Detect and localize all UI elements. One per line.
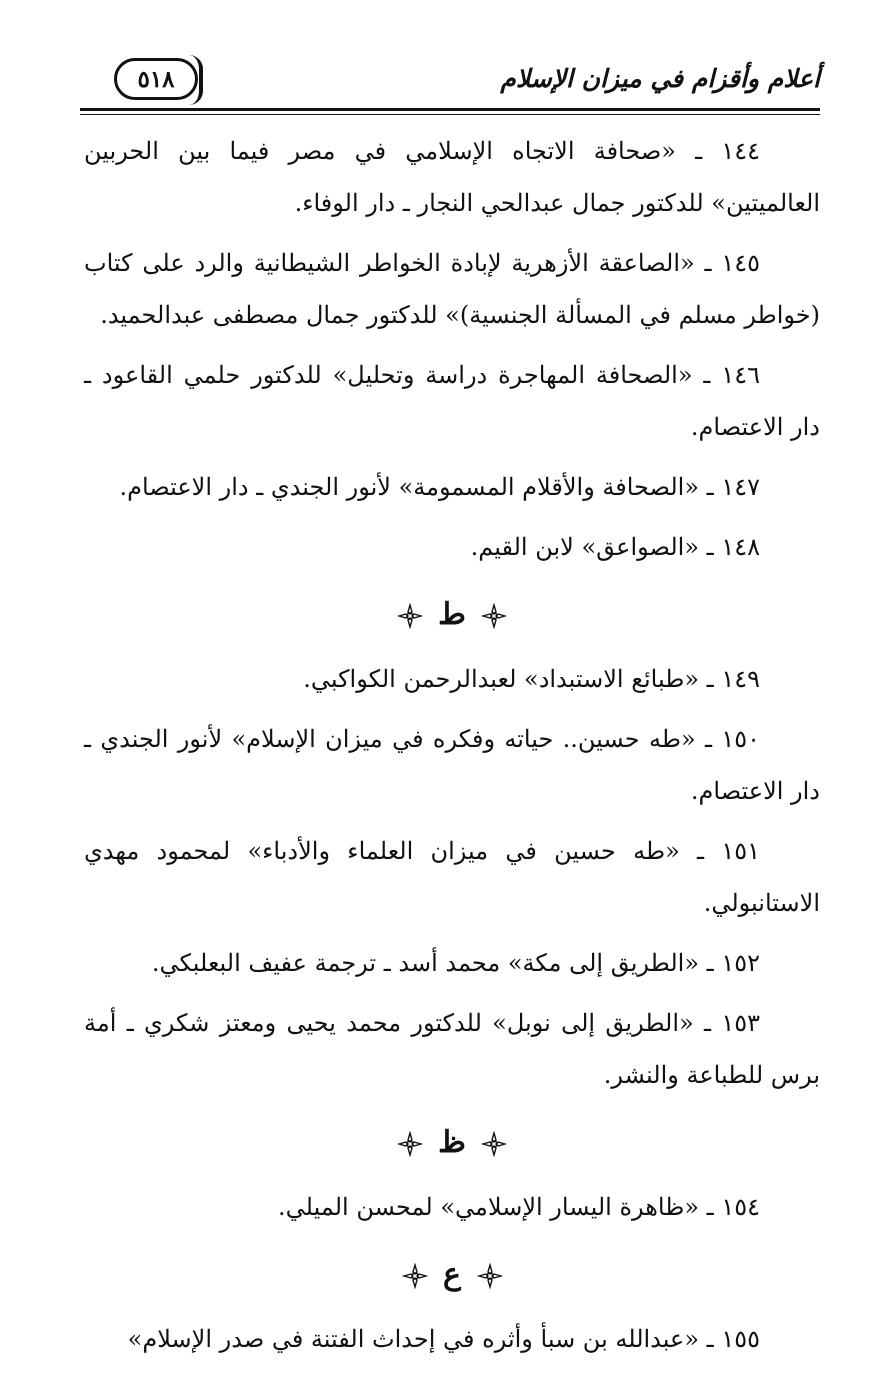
list-item: ١٤٦ ـ «الصحافة المهاجرة دراسة وتحليل» للدكتور حلمي القاعود ـ دار الاعتصام. bbox=[84, 361, 820, 441]
entry-number: ١٥٠ bbox=[721, 725, 760, 753]
ornament-icon bbox=[481, 603, 507, 629]
ornament-icon bbox=[397, 603, 423, 629]
entry-number: ١٤٤ bbox=[721, 137, 760, 165]
entry-text: «صحافة الاتجاه الإسلامي في مصر فيما بين الحربين العالميتين» للدكتور جمال عبدالحي النجار ـ دار الوفاء. bbox=[84, 137, 820, 217]
section-letter: ظ bbox=[438, 1125, 466, 1160]
list-item: ١٥٣ ـ «الطريق إلى نوبل» للدكتور محمد يحيى ومعتز شكري ـ أمة برس للطباعة والنشر. bbox=[84, 1009, 820, 1089]
page-number-badge bbox=[114, 58, 198, 100]
list-item: ١٥١ ـ «طه حسين في ميزان العلماء والأدباء» لمحمود مهدي الاستانبولي. bbox=[84, 837, 820, 917]
list-item: ١٤٨ ـ «الصواعق» لابن القيم. bbox=[470, 533, 760, 561]
entry-text: «طه حسين في ميزان العلماء والأدباء» لمحمود مهدي الاستانبولي. bbox=[84, 837, 820, 917]
entry-number: ١٤٥ bbox=[721, 249, 761, 277]
section-letter: ط bbox=[438, 597, 466, 632]
list-item: ١٥٠ ـ «طه حسين.. حياته وفكره في ميزان الإسلام» لأنور الجندي ـ دار الاعتصام. bbox=[84, 725, 820, 805]
entry-text: «عبدالله بن سبأ وأثره في إحداث الفتنة في صدر الإسلام» bbox=[127, 1325, 700, 1353]
entry-number: ١٤٧ bbox=[721, 473, 760, 501]
entry-number: ١٤٨ bbox=[721, 533, 760, 561]
entry-text: «ظاهرة اليسار الإسلامي» لمحسن الميلي. bbox=[278, 1193, 700, 1221]
page-number: ٥١٨ bbox=[137, 65, 175, 93]
list-item: ١٤٧ ـ «الصحافة والأقلام المسمومة» لأنور الجندي ـ دار الاعتصام. bbox=[119, 473, 760, 501]
entry-text: «الصحافة والأقلام المسمومة» لأنور الجندي ـ دار الاعتصام. bbox=[119, 473, 700, 501]
list-item: ١٤٤ ـ «صحافة الاتجاه الإسلامي في مصر فيما بين الحربين العالميتين» للدكتور جمال عبدالحي النجار ـ دار الوفاء. bbox=[84, 137, 820, 217]
entry-number: ١٤٦ bbox=[721, 361, 760, 389]
list-item: ١٤٥ ـ «الصاعقة الأزهرية لإبادة الخواطر الشيطانية والرد على كتاب (خواطر مسلم في المسألة الجنسية)» للدكتور جمال مصطفى عبدالحميد. bbox=[84, 249, 820, 329]
entry-number: ١٥١ bbox=[721, 837, 761, 865]
ornament-icon bbox=[481, 1131, 507, 1157]
ornament-icon bbox=[397, 1131, 423, 1157]
entry-text: «الصحافة المهاجرة دراسة وتحليل» للدكتور حلمي القاعود ـ دار الاعتصام. bbox=[84, 361, 820, 441]
section-letter: ع bbox=[443, 1257, 461, 1292]
entry-number: ١٥٣ bbox=[721, 1009, 760, 1037]
entry-text: «طه حسين.. حياته وفكره في ميزان الإسلام» لأنور الجندي ـ دار الاعتصام. bbox=[84, 725, 820, 805]
ornament-icon bbox=[402, 1263, 428, 1289]
ornament-icon bbox=[477, 1263, 503, 1289]
section-heading bbox=[84, 1247, 820, 1303]
header-rule-thin bbox=[80, 114, 820, 115]
page-body bbox=[84, 125, 820, 1373]
entry-number: ١٥٤ bbox=[721, 1193, 760, 1221]
list-item: ١٥٥ ـ «عبدالله بن سبأ وأثره في إحداث الفتنة في صدر الإسلام» bbox=[127, 1325, 760, 1353]
entry-number: ١٥٢ bbox=[721, 949, 760, 977]
section-heading bbox=[84, 587, 820, 643]
page-header bbox=[80, 52, 820, 112]
entry-number: ١٤٩ bbox=[721, 665, 760, 693]
entry-text: «الطريق إلى مكة» محمد أسد ـ ترجمة عفيف البعلبكي. bbox=[151, 949, 700, 977]
list-item: ١٥٢ ـ «الطريق إلى مكة» محمد أسد ـ ترجمة عفيف البعلبكي. bbox=[151, 949, 760, 977]
list-item: ١٥٤ ـ «ظاهرة اليسار الإسلامي» لمحسن الميلي. bbox=[278, 1193, 760, 1221]
entry-text: «طبائع الاستبداد» لعبدالرحمن الكواكبي. bbox=[303, 665, 700, 693]
entry-text: «الصواعق» لابن القيم. bbox=[470, 533, 700, 561]
list-item: ١٤٩ ـ «طبائع الاستبداد» لعبدالرحمن الكواكبي. bbox=[303, 665, 760, 693]
entry-number: ١٥٥ bbox=[721, 1325, 760, 1353]
header-rule bbox=[80, 108, 820, 111]
section-heading bbox=[84, 1115, 820, 1171]
entry-text: «الطريق إلى نوبل» للدكتور محمد يحيى ومعتز شكري ـ أمة برس للطباعة والنشر. bbox=[84, 1009, 820, 1089]
page-title: أعلام وأقزام في ميزان الإسلام bbox=[500, 64, 820, 93]
entry-text: «الصاعقة الأزهرية لإبادة الخواطر الشيطانية والرد على كتاب (خواطر مسلم في المسألة الجنسية)» للدكتور جمال مصطفى عبدالحميد. bbox=[84, 249, 820, 329]
